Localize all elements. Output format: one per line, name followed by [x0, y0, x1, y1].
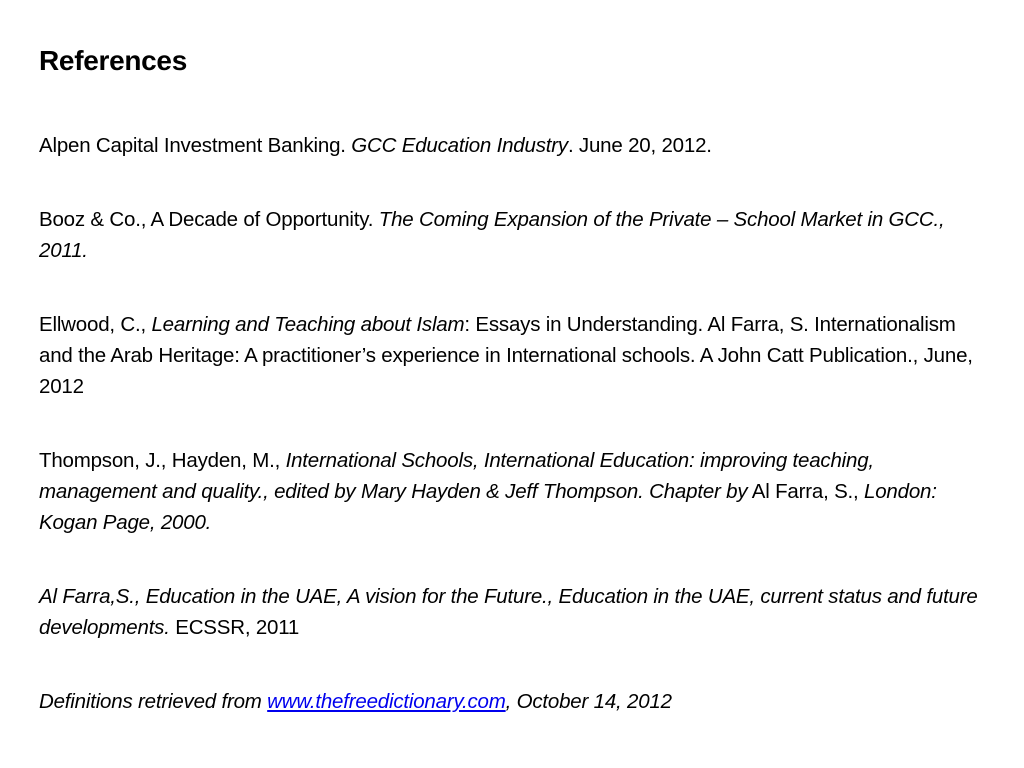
reference-item [39, 309, 989, 402]
reference-author: Ellwood, C., [39, 313, 152, 336]
reference-item [39, 204, 989, 266]
reference-details: : Essays in Understanding. Al Farra, S. Internationalism and the Arab Heritage: A practitioner’s experience in International schools. A John Catt Publication., June, 2012 [39, 313, 973, 398]
reference-details: . June 20, 2012. [567, 134, 712, 157]
reference-title: GCC Education Industry [351, 134, 568, 157]
reference-item [39, 130, 989, 161]
reference-prefix: Definitions retrieved from [39, 690, 268, 713]
dictionary-link[interactable]: www.thefreedictionary.com [267, 690, 506, 713]
reference-title: Al Farra,S., Education in the UAE, A vision for the Future., Education in the UAE, current status and future developments. [39, 585, 978, 639]
reference-title: The Coming Expansion of the Private – School Market in GCC., 2011. [39, 208, 945, 262]
reference-publisher: London: Kogan Page, 2000. [39, 480, 937, 534]
reference-author-secondary: Al Farra, S., [747, 480, 865, 503]
reference-title: Learning and Teaching about Islam [151, 313, 465, 336]
reference-date: , October 14, 2012 [505, 690, 672, 713]
reference-author: Thompson, J., Hayden, M., [39, 449, 286, 472]
reference-list [39, 130, 989, 760]
reference-details: ECSSR, 2011 [169, 616, 300, 639]
reference-author: Alpen Capital Investment Banking. [39, 134, 352, 157]
reference-item [39, 686, 989, 717]
reference-item [39, 445, 989, 538]
reference-author: Booz & Co., A Decade of Opportunity. [39, 208, 379, 231]
reference-title: International Schools, International Education: improving teaching, management and quality., edited by Mary Hayden & Jeff Thompson. Chapter by [39, 449, 874, 503]
reference-item [39, 581, 989, 643]
page-title: References [39, 45, 187, 76]
